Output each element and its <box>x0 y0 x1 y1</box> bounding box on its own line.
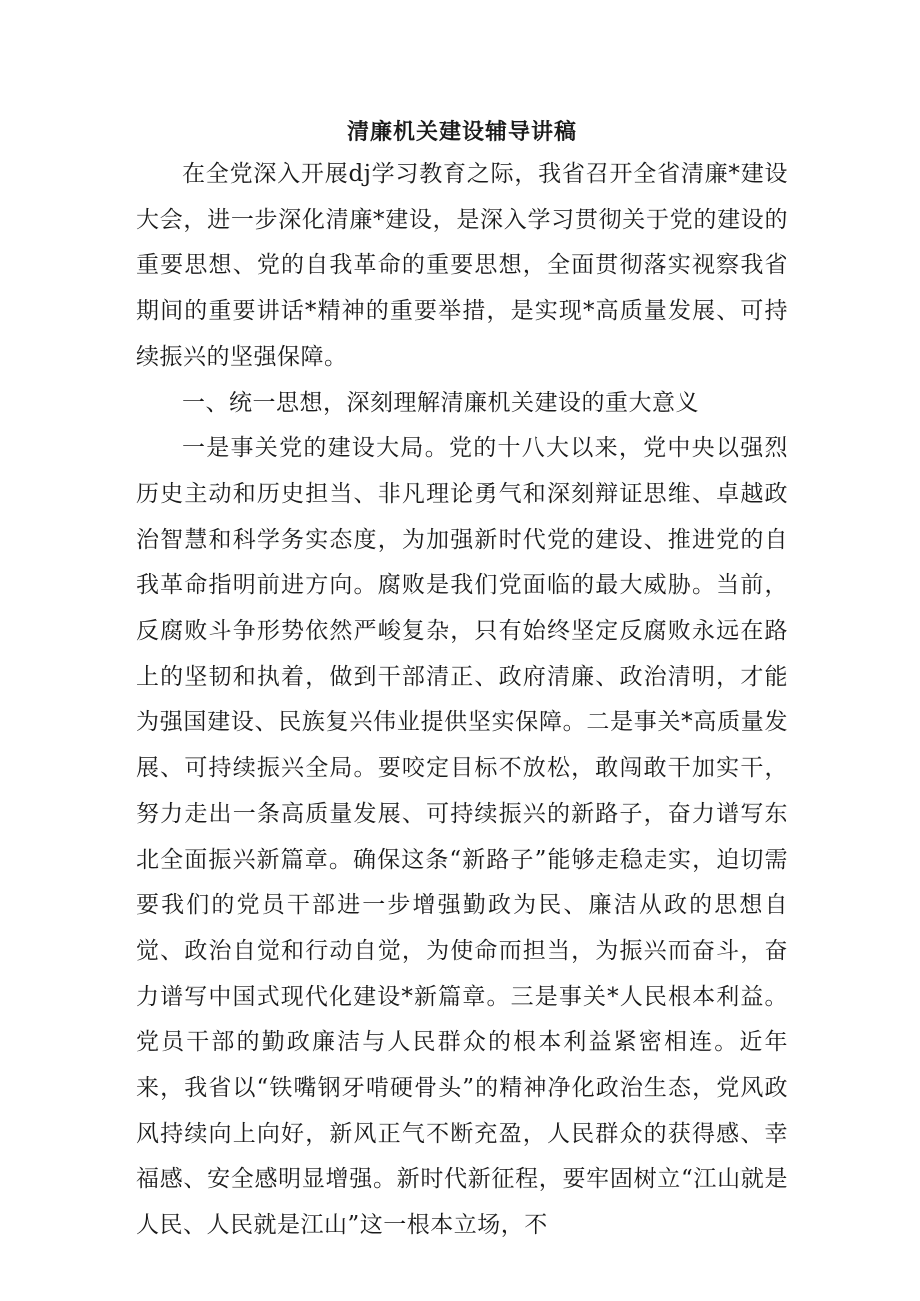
document-title: 清廉机关建设辅导讲稿 <box>346 119 577 145</box>
document-page <box>136 112 788 1249</box>
intro-paragraph: 在全党深入开展dj学习教育之际，我省召开全省清廉*建设大会，进一步深化清廉*建设，是深入学习贯彻关于党的建设的重要思想、党的自我革命的重要思想，全面贯彻落实视察我省期间的重要讲话*精神的重要举措，是实现*高质量发展、可持续振兴的坚强保障。 <box>136 161 788 370</box>
section-body-paragraph: 一是事关党的建设大局。党的十八大以来，党中央以强烈历史主动和历史担当、非凡理论勇气和深刻辩证思维、卓越政治智慧和科学务实态度，为加强新时代党的建设、推进党的自我革命指明前进方向。腐败是我们党面临的最大威胁。当前，反腐败斗争形势依然严峻复杂，只有始终坚定反腐败永远在路上的坚韧和执着，做到干部清正、政府清廉、政治清明，才能为强国建设、民族复兴伟业提供坚实保障。二是事关*高质量发展、可持续振兴全局。要咬定目标不放松，敢闯敢干加实干，努力走出一条高质量发展、可持续振兴的新路子，奋力谱写东北全面振兴新篇章。确保这条“新路子”能够走稳走实，迫切需要我们的党员干部进一步增强勤政为民、廉洁从政的思想自觉、政治自觉和行动自觉，为使命而担当，为振兴而奋斗，奋力谱写中国式现代化建设*新篇章。三是事关*人民根本利益。党员干部的勤政廉洁与人民群众的根本利益紧密相连。近年来，我省以“铁嘴钢牙啃硬骨头”的精神净化政治生态，党风政风持续向上向好，新风正气不断充盈，人民群众的获得感、幸福感、安全感明显增强。新时代新征程，要牢固树立“江山就是人民、人民就是江山”这一根本立场，不 <box>136 435 788 1239</box>
section-heading: 一、统一思想，深刻理解清廉机关建设的重大意义 <box>182 389 699 416</box>
